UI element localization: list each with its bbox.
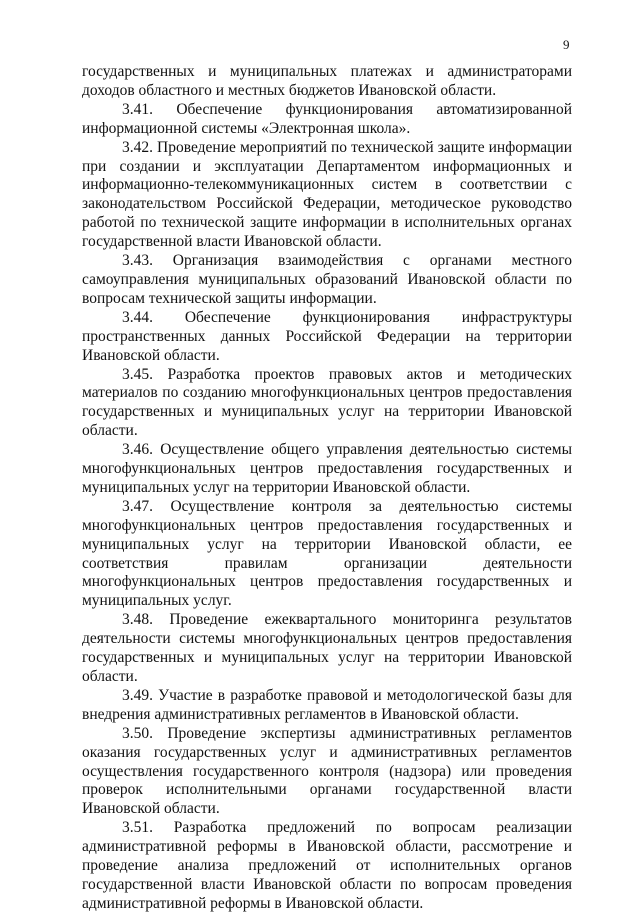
clause-3-44: 3.44. Обеспечение функционирования инфраструктуры пространственных данных Российской Федерации на территории Ивановской области. (82, 308, 572, 364)
clause-3-47: 3.47. Осуществление контроля за деятельностью системы многофункциональных центров предоставления государственных и муниципальных услуг на территории Ивановской области, ее соответствия правилам организации деятельности многофункциональных центров предоставления государственных и муниципальных услуг. (82, 497, 572, 610)
clause-3-48: 3.48. Проведение ежеквартального мониторинга результатов деятельности системы многофункциональных центров предоставления государственных и муниципальных услуг на территории Ивановской области. (82, 611, 572, 685)
clause-3-43: 3.43. Организация взаимодействия с органами местного самоуправления муниципальных образований Ивановской области по вопросам технической защиты информации. (82, 252, 572, 307)
clause-3-49: 3.49. Участие в разработке правовой и методологической базы для внедрения административных регламентов в Ивановской области. (82, 686, 572, 723)
clause-3-51: 3.51. Разработка предложений по вопросам реализации административной реформы в Ивановской области, рассмотрение и проведение анализа предложений от исполнительных органов государственной власти Ивановской области по вопросам проведения административной реформы в Ивановской области. (82, 819, 572, 912)
document-body (82, 63, 572, 914)
lead-paragraph: государственных и муниципальных платежах и администраторами доходов областного и местных бюджетов Ивановской области. (82, 63, 572, 99)
clause-3-42: 3.42. Проведение мероприятий по технической защите информации при создании и эксплуатации Департаментом информационных и информационно-телекоммуникационных систем в соответствии с законодательством Российской Федерации, методическое руководство работой по технической защите информации в исполнительных органах государственной власти Ивановской области. (82, 138, 572, 251)
clause-3-50: 3.50. Проведение экспертизы административных регламентов оказания государственных услуг и административных регламентов осуществления государственного контроля (надзора) или проведения проверок исполнительными органами государственной власти Ивановской области. (82, 724, 572, 818)
clause-3-46: 3.46. Осуществление общего управления деятельностью системы многофункциональных центров предоставления государственных и муниципальных услуг на территории Ивановской области. (82, 441, 572, 496)
page-number: 9 (563, 37, 570, 52)
clause-3-41: 3.41. Обеспечение функционирования автоматизированной информационной системы «Электронная школа». (82, 100, 572, 137)
clause-3-45: 3.45. Разработка проектов правовых актов и методических материалов по созданию многофункциональных центров предоставления государственных и муниципальных услуг на территории Ивановской области. (82, 365, 572, 440)
